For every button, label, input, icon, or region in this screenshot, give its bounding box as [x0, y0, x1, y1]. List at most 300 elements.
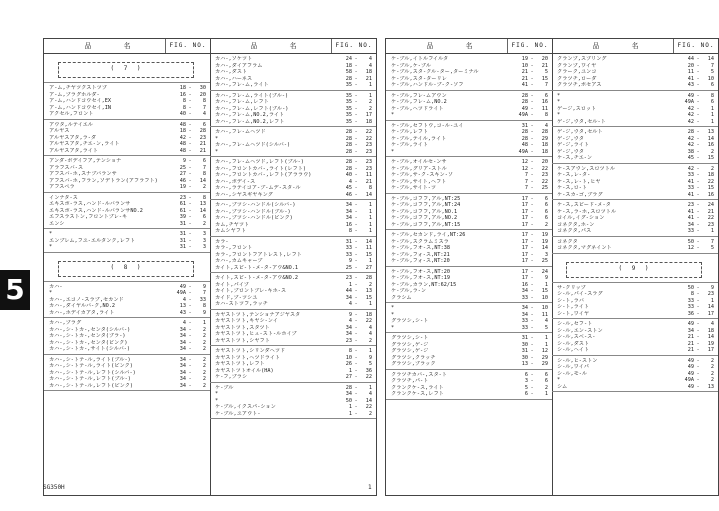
fig-separator: -: [188, 326, 192, 333]
part-name: ケ-ブル,ヘツドライト: [391, 105, 444, 112]
fig-separator: -: [530, 348, 534, 354]
fig-ref: [162, 346, 210, 353]
ref-number: 1: [710, 297, 714, 304]
column-header: [44, 39, 210, 54]
part-row: [386, 295, 552, 302]
ref-number: 1: [544, 391, 548, 397]
ref-number: 36: [365, 367, 372, 374]
ref-number: 17: [365, 112, 372, 118]
fig-number: 7: [524, 185, 528, 191]
part-name: カヤストツト,シヤフト: [215, 337, 270, 344]
fig-number: 8: [348, 228, 352, 234]
ref-number: 2: [202, 326, 206, 333]
fig-number: 12: [521, 159, 528, 165]
ref-number: 2: [202, 220, 206, 227]
fig-separator: -: [696, 364, 700, 370]
ref-number: 29: [541, 354, 548, 361]
ref-number: 19: [541, 238, 548, 245]
fig-number: 4: [348, 178, 352, 185]
part-name: カハ-,ラテイコア-ブ-ムデ-スタ-ル: [215, 185, 301, 191]
fig-number: 44: [345, 288, 352, 294]
ref-number: 23: [199, 134, 206, 141]
fig-number: 6: [524, 391, 528, 397]
fig-separator: -: [354, 258, 358, 264]
fig-separator: -: [696, 228, 700, 234]
fig-separator: -: [696, 135, 700, 142]
part-name: インナタ-ス: [49, 194, 78, 201]
ref-number: 22: [365, 374, 372, 380]
part-name: カイト,スピ-ト-メ-タ-アウ&NO.2: [215, 275, 298, 281]
fig-separator: -: [188, 134, 192, 141]
fig-separator: -: [696, 105, 700, 112]
entry-group: [210, 127, 376, 157]
ref-number: 22: [365, 135, 372, 142]
fig-number: 49A: [518, 148, 528, 155]
fig-separator: -: [188, 91, 192, 98]
fig-number: 50: [687, 238, 694, 245]
fig-number: 23: [345, 275, 352, 281]
entry-group: [552, 164, 718, 201]
entry-group: [386, 121, 552, 158]
fig-number: 41: [687, 75, 694, 82]
fig-number: 34: [345, 202, 352, 208]
fig-number: 31: [521, 335, 528, 341]
fig-number: 44: [687, 56, 694, 62]
fig-number: 42: [179, 134, 186, 141]
ref-number: 6: [544, 92, 548, 99]
part-name: シ-ト,ラバ: [557, 297, 584, 304]
ref-number: 7: [202, 290, 206, 296]
ref-number: 7: [710, 238, 714, 245]
entry-group: [210, 383, 376, 420]
part-name: ケ-ブル: [215, 384, 234, 391]
fig-separator: -: [354, 337, 358, 344]
ref-number: 6: [544, 208, 548, 215]
fig-separator: -: [354, 301, 358, 307]
fig-number: 8: [690, 291, 694, 297]
ref-number: 2: [202, 363, 206, 369]
ref-number: 8: [710, 92, 714, 99]
fig-number: 1: [348, 367, 352, 374]
fig-separator: -: [530, 135, 534, 142]
ref-number: 8: [544, 112, 548, 118]
fig-separator: -: [188, 121, 192, 128]
fig-separator: -: [354, 56, 358, 62]
fig-separator: -: [188, 283, 192, 290]
fig-ref: [328, 149, 376, 156]
fig-number: 24: [345, 56, 352, 62]
part-name: カハ-,シヤスギヤキング: [215, 191, 273, 198]
fig-separator: -: [354, 69, 358, 75]
column-left-a: [44, 39, 211, 495]
fig-separator: -: [530, 221, 534, 228]
fig-ref: [328, 338, 376, 345]
ref-number: 1: [710, 228, 714, 234]
ref-number: 9: [202, 309, 206, 316]
ref-number: 19: [707, 340, 714, 347]
entry-group: [386, 157, 552, 194]
fig-separator: -: [354, 92, 358, 99]
fig-separator: -: [188, 369, 192, 376]
fig-ref: [670, 228, 718, 235]
ref-number: 8: [202, 171, 206, 177]
fig-separator: -: [530, 56, 534, 62]
part-name: グラツシ,ブラック: [391, 361, 436, 367]
fig-separator: -: [354, 142, 358, 148]
fig-ref: [162, 184, 210, 191]
fig-ref: [504, 149, 552, 156]
ref-number: 16: [707, 191, 714, 198]
fig-separator: -: [530, 99, 534, 105]
ref-number: 3: [202, 231, 206, 237]
fig-separator: -: [530, 251, 534, 258]
fig-separator: -: [696, 185, 700, 191]
part-row: [210, 338, 376, 345]
part-name: ケ-ブル,テイル,ライト: [391, 135, 447, 142]
fig-separator: -: [696, 118, 700, 125]
part-name: ケ-ブル,フレ-ム,NO.2: [391, 99, 447, 105]
part-name: ア-ム,プラグホルダ-: [49, 91, 100, 98]
ref-number: 21: [365, 75, 372, 82]
fig-number: 34: [521, 305, 528, 311]
ref-number: 24: [707, 202, 714, 208]
fig-ref: [328, 119, 376, 126]
fig-ref: [162, 221, 210, 228]
fig-separator: -: [354, 318, 358, 324]
part-name: *: [215, 397, 219, 404]
part-name: アクセル,フロント: [49, 111, 94, 117]
ref-number: 6: [544, 371, 548, 378]
part-row: [44, 310, 210, 317]
ref-number: 29: [541, 135, 548, 142]
ref-number: 1: [368, 228, 372, 234]
fig-separator: -: [530, 378, 534, 384]
fig-separator: -: [530, 371, 534, 378]
part-name: クランプ,スプリング: [557, 56, 607, 62]
entry-group: [44, 156, 210, 193]
ref-number: 28: [541, 129, 548, 135]
ref-number: 21: [199, 141, 206, 147]
ref-number: 13: [365, 288, 372, 294]
fig-separator: -: [696, 383, 700, 390]
part-row: [552, 192, 718, 199]
fig-separator: -: [530, 341, 534, 348]
entry-group: [44, 54, 210, 83]
fig-number: 21: [687, 334, 694, 340]
fig-separator: -: [188, 207, 192, 214]
fig-separator: -: [354, 391, 358, 397]
ref-number: 2: [544, 221, 548, 228]
ref-number: 4: [368, 324, 372, 331]
fig-separator: -: [530, 384, 534, 391]
part-name: カヤストツト,ヒュ-スト-ルホイブ: [215, 331, 297, 337]
ref-number: 18: [707, 327, 714, 334]
part-name: カハ-,シ-トカ-,センタ(ピンク): [49, 339, 128, 346]
fig-separator: -: [188, 98, 192, 104]
part-row: [210, 411, 376, 418]
part-name: カヤストツト,シリンダヘツド: [215, 348, 286, 354]
part-name: カハ-,ハーネス: [215, 75, 253, 82]
ref-number: 1: [710, 105, 714, 112]
fig-number: 49A: [518, 112, 528, 118]
ref-number: 22: [541, 178, 548, 185]
fig-number: 31: [179, 244, 186, 250]
fig-number: 18: [345, 62, 352, 69]
fig-separator: -: [530, 245, 534, 251]
fig-separator: -: [354, 178, 358, 185]
part-name: アラフスバ-ス: [49, 164, 84, 171]
entry-group: [386, 370, 552, 400]
fig-number: 45: [345, 185, 352, 191]
fig-number: 3: [524, 378, 528, 384]
fig-number: 1: [348, 281, 352, 288]
part-name: ケ-ブル,フレ-ムアウン: [391, 92, 447, 99]
part-name: ア-ム,チヤツクストツプ: [49, 85, 108, 91]
ref-number: 17: [707, 310, 714, 317]
fig-number: 34: [179, 333, 186, 339]
part-name: シ-ル,スベ-ス-: [557, 334, 596, 340]
fig-ref: [670, 311, 718, 318]
ref-number: 9: [202, 283, 206, 290]
ref-number: 2: [710, 148, 714, 155]
ref-number: 1: [368, 208, 372, 215]
fig-separator: -: [354, 384, 358, 391]
part-row: [386, 258, 552, 265]
part-name: カイド,プ-ツシユ: [215, 294, 258, 301]
ref-number: 10: [541, 305, 548, 311]
part-name: アルヤスアタ,ライト: [49, 147, 98, 154]
part-name: コイル,イグ-ション: [557, 215, 605, 221]
ref-number: 30: [199, 85, 206, 91]
ref-number: 14: [707, 304, 714, 310]
fig-number: 17: [521, 232, 528, 238]
part-name: カハ-,フレ-ムヘツド,レフト(ブル-): [215, 159, 304, 165]
part-row: [386, 82, 552, 89]
ref-number: 2: [710, 364, 714, 370]
fig-separator: -: [696, 327, 700, 334]
fig-number: 35: [345, 92, 352, 99]
fig-separator: -: [530, 105, 534, 112]
fig-separator: -: [188, 171, 192, 177]
fig-separator: -: [696, 347, 700, 353]
fig-separator: -: [354, 221, 358, 228]
fig-separator: -: [696, 215, 700, 221]
ref-number: 15: [707, 155, 714, 161]
fig-separator: -: [696, 62, 700, 69]
fig-number: 18: [179, 128, 186, 134]
ref-number: 1: [368, 202, 372, 208]
fig-number: 42: [687, 112, 694, 118]
fig-number: 33: [687, 185, 694, 191]
fig-number: 28: [345, 135, 352, 142]
fig-number: 48: [179, 121, 186, 128]
part-name: カハ-,シ-トテ-ル,ライト(ブル-): [49, 356, 131, 363]
fig-number: 41: [687, 178, 694, 185]
part-name: ケ-ブル,サイト,ヘフト: [391, 178, 447, 185]
fig-separator: -: [530, 165, 534, 172]
ref-number: 6: [544, 215, 548, 221]
header-fig-no: FIG. NO.: [331, 39, 376, 53]
fig-separator: -: [696, 191, 700, 198]
entry-group: [44, 229, 210, 253]
fig-number: 42: [687, 142, 694, 148]
part-name: ケ-ブル,ユアウト-: [215, 410, 261, 417]
fig-number: 34: [179, 382, 186, 389]
fig-separator: -: [188, 147, 192, 154]
fig-number: 8: [182, 98, 186, 104]
fig-number: 33: [345, 245, 352, 251]
part-name: グラツシ,ゲ-ジ: [391, 348, 429, 354]
fig-number: 28: [687, 129, 694, 135]
fig-number: 34: [687, 221, 694, 228]
fig-separator: -: [188, 376, 192, 382]
fig-number: 10: [345, 354, 352, 361]
entry-group: [552, 200, 718, 237]
fig-number: 31: [179, 220, 186, 227]
part-name: シ-ル,ヘイト: [557, 347, 590, 353]
fig-separator: -: [696, 291, 700, 297]
part-name: ケ-ス,レ-タ-: [557, 172, 591, 178]
part-name: シ-ル,パイ-スラグ: [557, 291, 603, 297]
part-name: *: [557, 377, 561, 383]
column-right-a: [386, 39, 553, 495]
part-name: コネクタ,ホ-ン: [557, 221, 595, 228]
fig-number: 34: [687, 327, 694, 334]
part-name: ケ-ブル,セカンド,ライ,NT:26: [391, 232, 466, 238]
fig-separator: -: [188, 141, 192, 147]
fig-number: 49: [687, 383, 694, 390]
fig-number: 21: [521, 75, 528, 82]
fig-ref: [504, 185, 552, 192]
part-name: ケ-ブル,スタ-クル-ター,ターミナル: [391, 69, 479, 75]
ref-number: 16: [707, 142, 714, 148]
entry-group: [552, 319, 718, 356]
fig-separator: -: [354, 62, 358, 69]
fig-number: 61: [179, 207, 186, 214]
part-name: コネクタ: [557, 238, 578, 245]
ref-number: 2: [202, 184, 206, 190]
ref-number: 2: [544, 384, 548, 391]
fig-number: 34: [521, 311, 528, 318]
fig-separator: -: [354, 82, 358, 88]
part-name: カラ-,フロントフアトレスト,レフト: [215, 251, 302, 258]
fig-separator: -: [188, 85, 192, 91]
part-name: ケ-ブル,ラ-ン: [391, 288, 427, 294]
header-fig-no: FIG. NO.: [507, 39, 552, 53]
ref-number: 7: [202, 164, 206, 171]
header-name: 品 名: [426, 42, 487, 50]
ref-number: 14: [541, 245, 548, 251]
fig-separator: -: [696, 172, 700, 178]
fig-separator: -: [696, 284, 700, 291]
ref-number: 23: [707, 291, 714, 297]
part-name: *: [215, 148, 219, 155]
entry-group: [210, 54, 376, 91]
fig-number: 28: [345, 159, 352, 165]
fig-number: 31: [521, 122, 528, 129]
fig-ref: [504, 325, 552, 332]
part-row: [210, 265, 376, 272]
part-name: シ-ル,ワイパ: [557, 364, 589, 370]
part-name: クラーク,ユンコ: [557, 69, 597, 75]
fig-separator: -: [188, 184, 192, 190]
part-name: カハ-,ソケツト: [215, 56, 253, 62]
fig-separator: -: [354, 165, 358, 172]
fig-ref: [328, 265, 376, 272]
ref-number: 10: [541, 294, 548, 301]
fig-number: 39: [179, 214, 186, 220]
fig-separator: -: [696, 357, 700, 364]
fig-number: 23: [179, 194, 186, 201]
part-name: ケ-ブル,カラン,NT:62/15: [391, 281, 457, 288]
fig-number: 35: [345, 118, 352, 125]
entry-group: [210, 200, 376, 237]
fig-ref: [162, 383, 210, 390]
entry-group: [552, 356, 718, 393]
ref-number: 6: [544, 202, 548, 208]
part-name: アフスバ-ホ,スナブバランサ: [49, 171, 117, 177]
part-name: ケ-ブル,スクラムミスラ: [391, 238, 449, 245]
fig-number: 34: [179, 363, 186, 369]
ref-number: 18: [365, 311, 372, 318]
group-title: [562, 259, 708, 281]
fig-separator: -: [696, 69, 700, 75]
part-name: カハ-,シ-トカ-,センタ(シルバ-): [49, 326, 131, 333]
fig-ref: [328, 374, 376, 381]
fig-number: 34: [521, 288, 528, 294]
fig-separator: -: [354, 410, 358, 417]
fig-number: 41: [687, 191, 694, 198]
fig-separator: -: [530, 122, 534, 129]
ref-number: 14: [707, 334, 714, 340]
fig-number: 8: [182, 104, 186, 111]
part-row: [44, 244, 210, 251]
entry-group: [552, 127, 718, 164]
ref-number: 23: [541, 172, 548, 178]
fig-number: 10: [521, 62, 528, 69]
fig-ref: [162, 148, 210, 155]
part-name: ア-ム,ハンドコウセイ,IN: [49, 104, 111, 111]
fig-number: 34: [345, 215, 352, 221]
ref-number: 1: [544, 341, 548, 348]
entry-group: [386, 303, 552, 333]
fig-separator: -: [696, 165, 700, 172]
ref-number: 1: [368, 301, 372, 307]
section-tab: [0, 270, 30, 310]
fig-number: 9: [348, 258, 352, 264]
fig-separator: -: [354, 354, 358, 361]
fig-number: 36: [687, 310, 694, 317]
part-name: シ-ト,ライト: [557, 304, 590, 310]
part-name: カハ-,ダスト: [215, 69, 248, 75]
ref-number: 6: [202, 214, 206, 220]
fig-number: 26: [345, 361, 352, 367]
part-name: カハ-,フレ-ム,ライト(ブル-): [215, 92, 289, 99]
part-name: シ-ル,ダスト: [557, 340, 590, 347]
part-name: カイト,スピ-ト-メ-タ-アウ&NO.1: [215, 264, 298, 271]
fig-separator: -: [530, 275, 534, 281]
fig-separator: -: [354, 348, 358, 354]
fig-separator: -: [188, 164, 192, 171]
fig-number: 1: [348, 410, 352, 417]
part-row: [552, 228, 718, 235]
fig-separator: -: [696, 310, 700, 317]
fig-separator: -: [696, 238, 700, 245]
fig-number: 8: [348, 348, 352, 354]
fig-separator: -: [354, 118, 358, 125]
fig-ref: [670, 82, 718, 89]
header-name: 品 名: [592, 42, 653, 50]
